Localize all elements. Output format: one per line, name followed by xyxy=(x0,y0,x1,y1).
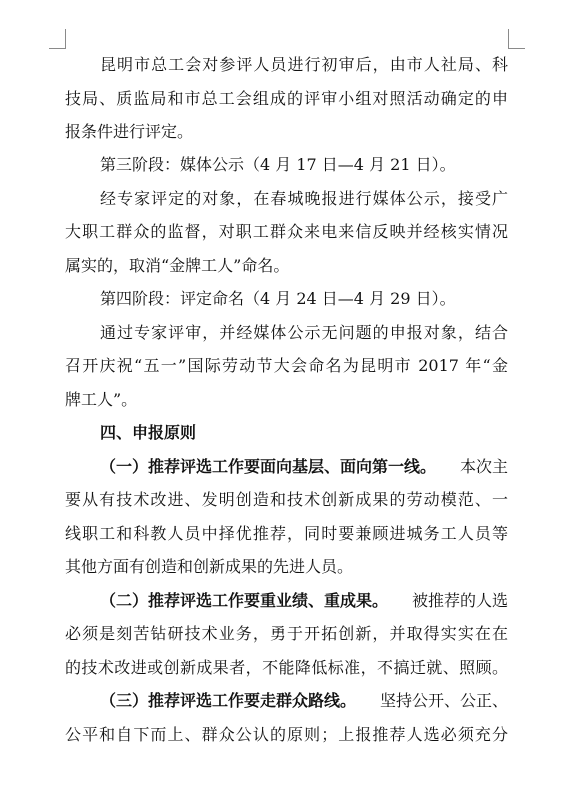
paragraph-line xyxy=(65,390,572,410)
body-text: 昆明市总工会对参评人员进行初审后，由市人社局、科 xyxy=(100,55,508,74)
paragraph-line xyxy=(65,624,508,644)
body-text: 其他方面有创造和创新成果的先进人员。 xyxy=(65,557,354,576)
paragraph-line xyxy=(100,55,508,75)
paragraph-line xyxy=(65,122,572,142)
heading-text: 四、申报原则 xyxy=(100,423,197,442)
paragraph-line xyxy=(65,222,508,242)
paragraph-line xyxy=(65,256,572,276)
body-text: 第三阶段：媒体公示（4 月 17 日—4 月 21 日）。 xyxy=(100,155,456,174)
paragraph-line xyxy=(65,658,508,678)
paragraph-line xyxy=(100,457,508,477)
body-text: 公平和自下而上、群众公认的原则；上报推荐人选必须充分 xyxy=(65,725,508,744)
body-text: 第四阶段：评定命名（4 月 24 日—4 月 29 日）。 xyxy=(100,289,456,308)
body-text: 的技术改进或创新成果者，不能降低标准，不搞迁就、照顾。 xyxy=(65,658,508,677)
body-text: 技局、质监局和市总工会组成的评审小组对照活动确定的申 xyxy=(65,89,508,108)
body-text: 经专家评定的对象，在春城晚报进行媒体公示，接受广 xyxy=(100,189,508,208)
paragraph-line xyxy=(100,189,508,209)
paragraph-line xyxy=(100,691,508,711)
body-text: 牌工人”。 xyxy=(65,390,138,409)
paragraph-line xyxy=(65,557,572,577)
body-text: 大职工群众的监督，对职工群众来电来信反映并经核实情况 xyxy=(65,222,508,241)
bold-lead-text: （一）推荐评选工作要面向基层、面向第一线。 xyxy=(100,457,437,476)
paragraph-line xyxy=(65,524,508,544)
body-text: 必须是刻苦钻研技术业务，勇于开拓创新，并取得实实在在 xyxy=(65,624,508,643)
body-text: 本次主 xyxy=(459,457,508,476)
paragraph-line xyxy=(100,289,572,309)
paragraph-line xyxy=(100,323,508,343)
body-text: 被推荐的人选 xyxy=(411,591,508,610)
body-text: 召开庆祝“五一”国际劳动节大会命名为昆明市 2017 年“金 xyxy=(65,356,508,375)
body-text: 报条件进行评定。 xyxy=(65,122,194,141)
paragraph-line xyxy=(100,591,508,611)
paragraph-line xyxy=(100,155,572,175)
page-corner-mark-right xyxy=(508,29,525,49)
bold-lead-text: （三）推荐评选工作要走群众路线。 xyxy=(100,691,357,710)
body-text: 坚持公开、公正、 xyxy=(379,691,508,710)
body-text: 线职工和科教人员中择优推荐，同时要兼顾进城务工人员等 xyxy=(65,524,508,543)
page-corner-mark-left xyxy=(49,29,66,49)
body-text: 属实的，取消“金牌工人”命名。 xyxy=(65,256,290,275)
body-text: 通过专家评审，并经媒体公示无问题的申报对象，结合 xyxy=(100,323,508,342)
body-text: 要从有技术改进、发明创造和技术创新成果的劳动模范、一 xyxy=(65,490,508,509)
bold-lead-text: （二）推荐评选工作要重业绩、重成果。 xyxy=(100,591,389,610)
paragraph-line xyxy=(65,356,508,376)
paragraph-line xyxy=(65,490,508,510)
paragraph-line xyxy=(65,89,508,109)
paragraph-line xyxy=(65,725,508,745)
section-heading xyxy=(100,423,572,443)
